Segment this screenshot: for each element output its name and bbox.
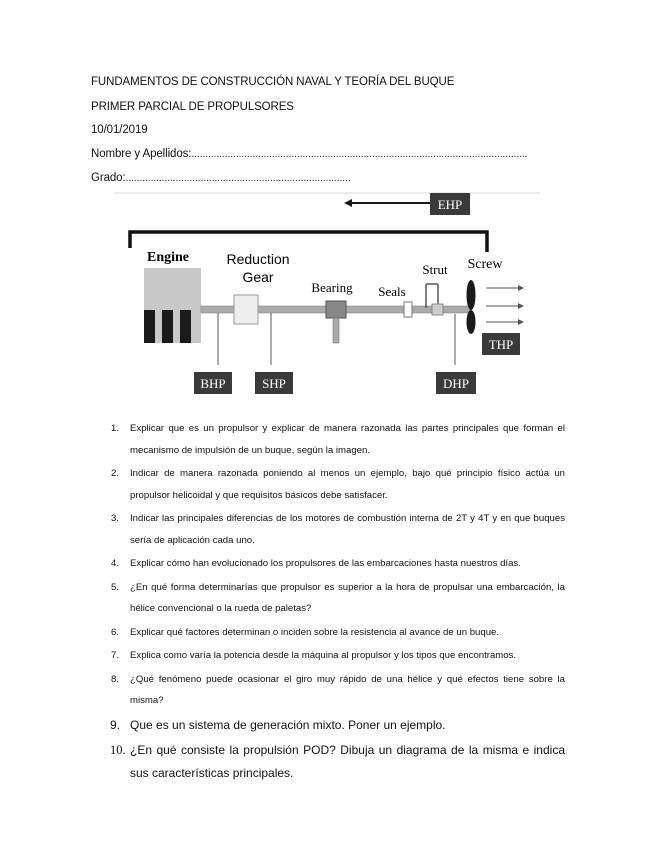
dhp-label: DHP xyxy=(442,376,470,391)
propeller-blade xyxy=(467,310,476,334)
question-text: Que es un sistema de generación mixto. Poner un ejemplo. xyxy=(130,717,446,732)
question-number: 1. xyxy=(111,423,120,434)
bhp-label: BHP xyxy=(200,376,226,391)
question-list xyxy=(93,418,565,787)
question-item xyxy=(93,739,565,785)
thp-label: THP xyxy=(488,337,514,352)
name-label: Nombre y Apellidos: xyxy=(91,148,192,160)
question-text: Explicar qué factores determinan o inciden sobre la resistencia al avance de un buque. xyxy=(130,626,500,638)
question-number: 9. xyxy=(110,717,121,732)
question-text: Explicar que es un propulsor y explicar de manera razonada las partes principales que forman el mecanismo de impulsión de un buque, según la imagen. xyxy=(130,423,565,456)
question-item xyxy=(93,714,565,737)
question-item xyxy=(93,553,565,575)
screw-label: Screw xyxy=(467,257,503,272)
grade-line xyxy=(91,172,351,184)
ehp-arrow-head xyxy=(344,199,352,207)
question-text: ¿En qué forma determinarías que propulsor es superior a la hora de propulsar una embarcación, la hélice convencional o la rueda de paletas? xyxy=(130,581,565,614)
reduction-gear-label-2: Gear xyxy=(242,269,274,285)
name-line xyxy=(91,148,528,160)
question-item xyxy=(93,463,565,506)
name-dots: ......................................................................................................................... xyxy=(191,149,528,160)
engine-cylinder xyxy=(162,310,173,343)
question-number: 4. xyxy=(111,558,120,569)
grade-label: Grado: xyxy=(91,172,126,184)
question-text: Explicar cómo han evolucionado los propulsores de las embarcaciones hasta nuestros días. xyxy=(130,558,521,569)
ehp-label: EHP xyxy=(437,197,463,212)
question-number: 10. xyxy=(110,742,126,757)
exam-subtitle: PRIMER PARCIAL DE PROPULSORES xyxy=(91,101,294,113)
question-number: 7. xyxy=(111,650,120,661)
reduction-gear-box xyxy=(234,295,258,324)
question-text: ¿Qué fenómeno puede ocasionar el giro muy rápido de una hélice y qué efectos tiene sobre la misma? xyxy=(130,673,565,706)
seals-block xyxy=(404,302,412,317)
question-number: 8. xyxy=(111,673,120,685)
exam-date: 10/01/2019 xyxy=(91,124,148,136)
question-number: 6. xyxy=(111,626,120,638)
question-number: 2. xyxy=(111,468,120,479)
question-item xyxy=(93,622,565,644)
question-number: 5. xyxy=(111,581,120,593)
question-item xyxy=(93,418,565,461)
propulsion-diagram xyxy=(90,188,545,410)
question-text: ¿En qué consiste la propulsión POD? Dibuja un diagrama de la misma e indica sus características principales. xyxy=(130,742,565,780)
question-text: Explica como varía la potencia desde la máquina al propulsor y los tipos que encontramos. xyxy=(130,650,517,661)
propeller-blade xyxy=(467,280,476,310)
strut-bearing xyxy=(432,304,443,315)
engine-cylinder xyxy=(180,310,191,343)
question-item xyxy=(93,508,565,551)
shp-label: SHP xyxy=(262,376,286,391)
engine-cylinder xyxy=(144,310,155,343)
question-item xyxy=(93,669,565,712)
question-item xyxy=(93,645,565,667)
grade-dots: ................................................................................. xyxy=(125,173,351,184)
strut-label: Strut xyxy=(422,262,448,277)
hull-outline xyxy=(130,232,487,252)
seals-label: Seals xyxy=(378,284,406,299)
question-text: Indicar de manera razonada poniendo al menos un ejemplo, bajo qué principio físico actúa un propulsor helicoidal y que requisitos básicos debe satisfacer. xyxy=(130,468,565,501)
question-text: Indicar las principales diferencias de los motores de combustión interna de 2T y 4T y en que buques sería de aplicación cada uno. xyxy=(130,513,565,546)
question-number: 3. xyxy=(111,513,120,524)
question-item xyxy=(93,577,565,620)
engine-label: Engine xyxy=(147,250,190,265)
bearing-label: Bearing xyxy=(311,280,353,295)
exam-title: FUNDAMENTOS DE CONSTRUCCIÓN NAVAL Y TEORÍA DEL BUQUE xyxy=(91,76,455,88)
thrust-arrows xyxy=(486,285,524,325)
bearing-block xyxy=(326,301,346,318)
reduction-gear-label-1: Reduction xyxy=(226,251,290,267)
bearing-support xyxy=(333,318,339,343)
